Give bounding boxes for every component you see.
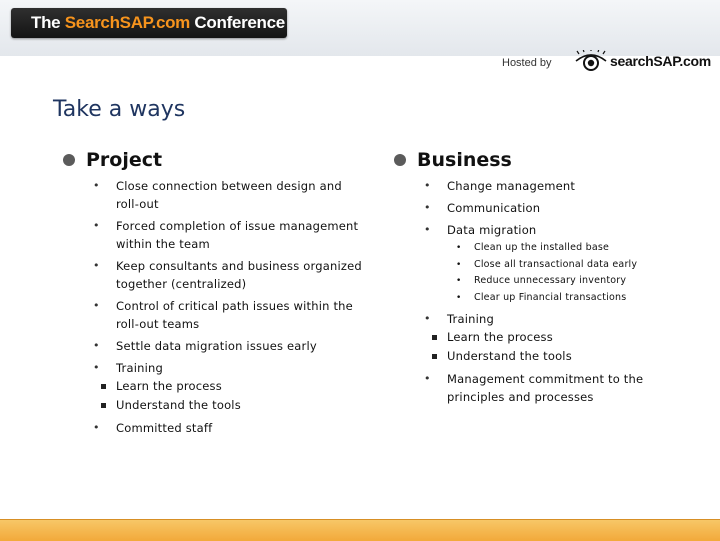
project-list <box>63 177 363 437</box>
sub-list-item-text: Learn the process <box>447 330 553 344</box>
bullet-icon: • <box>424 372 431 385</box>
square-bullet-icon <box>432 354 437 359</box>
list-item <box>394 177 694 195</box>
bullet-icon: • <box>93 259 100 272</box>
bullet-icon: • <box>424 201 431 214</box>
sub-list-item <box>447 240 694 257</box>
list-item <box>394 221 694 306</box>
sub-list-item <box>447 290 694 307</box>
list-item-text: Committed staff <box>116 421 213 435</box>
square-bullet-icon <box>101 384 106 389</box>
list-item <box>394 310 694 366</box>
searchsap-logo <box>574 48 711 74</box>
list-item <box>394 199 694 217</box>
bullet-dot-icon <box>394 154 406 166</box>
square-bullet-icon <box>432 335 437 340</box>
sub-list-item <box>447 257 694 274</box>
list-item-text: Settle data migration issues early <box>116 339 317 353</box>
list-item-text: Change management <box>447 179 576 193</box>
eye-icon <box>574 50 608 72</box>
conference-banner <box>11 8 287 38</box>
list-item <box>63 177 363 213</box>
list-item-text: Keep consultants and business organized together (centralized) <box>116 259 362 291</box>
bullet-icon: • <box>424 312 431 325</box>
sub-list-item-text: Clean up the installed base <box>474 242 610 253</box>
hosted-by-label: Hosted by <box>502 57 552 69</box>
business-column <box>394 147 694 406</box>
list-item-text: Data migration <box>447 223 537 237</box>
sub-list-item-text: Close all transactional data early <box>474 258 638 270</box>
project-heading <box>63 147 363 173</box>
logo-text: searchSAP.com <box>610 53 711 69</box>
list-item-text: Management commitment to the principles and processes <box>447 372 644 404</box>
footer-bar <box>0 519 720 541</box>
banner-text-brand: SearchSAP.com <box>64 13 190 32</box>
bullet-icon: • <box>93 219 100 232</box>
list-item <box>63 297 363 333</box>
bullet-dot-icon <box>63 154 75 166</box>
list-item <box>63 419 363 437</box>
sub-list <box>420 328 694 366</box>
small-bullet-icon: • <box>456 243 462 253</box>
bullet-icon: • <box>93 339 100 352</box>
sub-list-item-text: Understand the tools <box>447 349 572 363</box>
list-item-text: Close connection between design and roll-out <box>116 179 342 211</box>
bullet-icon: • <box>93 421 100 434</box>
list-item-text: Training <box>116 361 163 375</box>
project-column <box>63 147 363 437</box>
list-item <box>63 359 363 415</box>
business-heading <box>394 147 694 173</box>
banner-text-the: The <box>31 13 65 32</box>
project-heading-text: Project <box>86 149 163 171</box>
bullet-icon: • <box>93 179 100 192</box>
list-item-text: Control of critical path issues within the roll-out teams <box>116 299 353 331</box>
small-bullet-icon: • <box>456 259 462 270</box>
sub-list-item <box>447 273 694 290</box>
list-item <box>63 217 363 253</box>
sub-list <box>447 240 694 306</box>
sub-list-item <box>420 347 694 366</box>
bullet-icon: • <box>424 223 431 236</box>
small-bullet-icon: • <box>456 292 462 303</box>
square-bullet-icon <box>101 403 106 408</box>
banner-text-conference: Conference <box>190 13 285 32</box>
sub-list-item <box>420 328 694 347</box>
business-heading-text: Business <box>417 149 512 171</box>
business-list <box>394 177 694 406</box>
slide-title: Take a ways <box>53 97 186 122</box>
sub-list-item-text: Reduce unnecessary inventory <box>474 275 627 286</box>
list-item <box>394 370 694 406</box>
bullet-icon: • <box>93 299 100 312</box>
list-item-text: Training <box>447 312 494 326</box>
list-item-text: Communication <box>447 201 541 215</box>
list-item <box>63 257 363 293</box>
small-bullet-icon: • <box>456 276 462 286</box>
sub-list-item <box>89 377 363 396</box>
sub-list-item <box>89 396 363 415</box>
sub-list-item-text: Learn the process <box>116 379 222 393</box>
sub-list <box>89 377 363 415</box>
bullet-icon: • <box>93 361 100 374</box>
sub-list-item-text: Understand the tools <box>116 398 241 412</box>
list-item <box>63 337 363 355</box>
sub-list-item-text: Clear up Financial transactions <box>474 291 627 303</box>
list-item-text: Forced completion of issue management within the team <box>116 219 359 251</box>
bullet-icon: • <box>424 179 431 192</box>
